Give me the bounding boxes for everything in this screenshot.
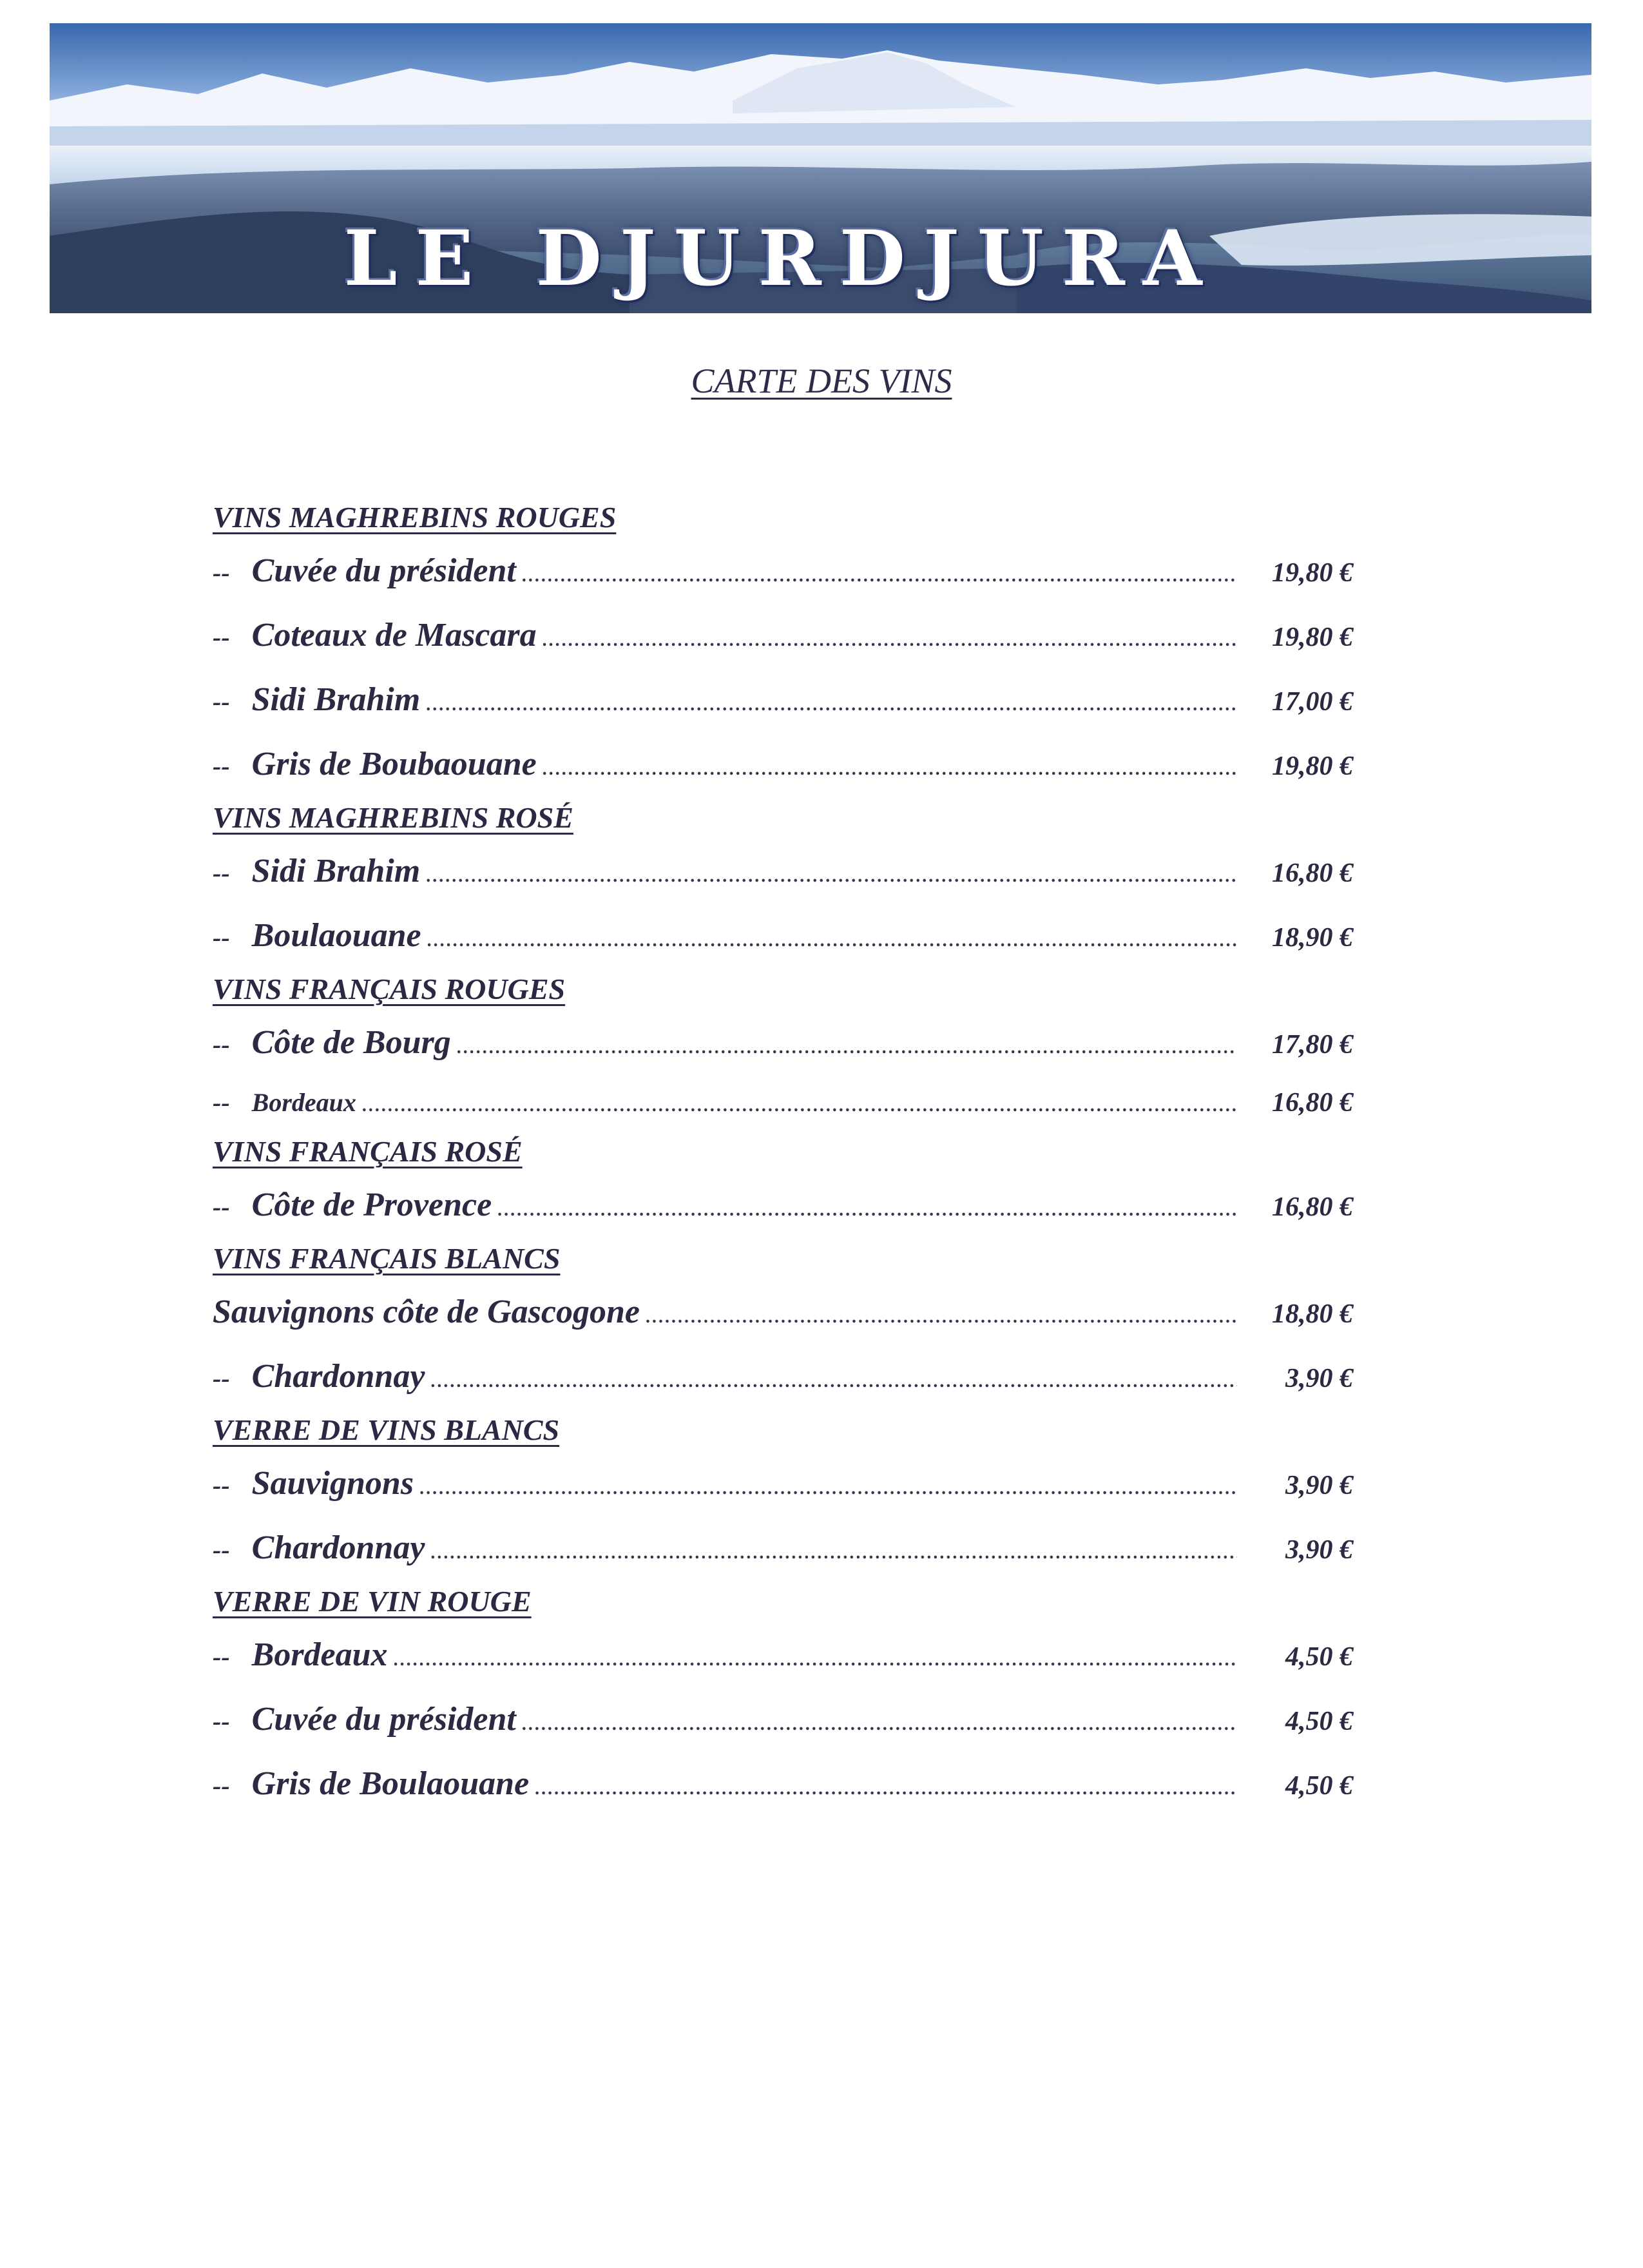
wine-name: Gris de Boubaouane (251, 746, 537, 782)
wine-item (213, 1451, 1353, 1516)
header-banner (50, 23, 1591, 313)
wine-item (213, 1173, 1353, 1237)
wine-item (213, 539, 1353, 603)
wine-item (213, 732, 1353, 797)
item-prefix: -- (213, 623, 230, 652)
restaurant-name: LE DJURDJURA (343, 213, 1220, 303)
wine-item (213, 904, 1353, 968)
wine-price: 17,80 € (1272, 1030, 1353, 1060)
wine-list (213, 496, 1353, 1816)
section-heading: VINS FRANÇAIS ROUGES (213, 973, 566, 1005)
wine-price: 3,90 € (1285, 1535, 1353, 1565)
wine-name: Sauvignons côte de Gascogone (213, 1294, 640, 1330)
wine-item (213, 1075, 1353, 1130)
wine-name: Sidi Brahim (251, 853, 421, 889)
item-prefix: -- (213, 1192, 230, 1221)
wine-price: 4,50 € (1285, 1771, 1353, 1801)
item-prefix: -- (213, 1771, 230, 1800)
wine-price: 18,80 € (1272, 1299, 1353, 1329)
dot-leader (543, 608, 1237, 673)
wine-name: Cuvée du président (251, 552, 516, 589)
dot-leader (363, 1078, 1237, 1134)
wine-name: Chardonnay (251, 1529, 425, 1566)
wine-item (213, 839, 1353, 904)
wine-item (213, 1011, 1353, 1075)
dot-leader (523, 1692, 1237, 1757)
dot-leader (420, 1457, 1237, 1521)
item-prefix: -- (213, 558, 230, 587)
item-prefix: -- (213, 1707, 230, 1736)
wine-name: Gris de Boulaouane (251, 1765, 530, 1802)
dot-leader (431, 1521, 1237, 1585)
item-prefix: -- (213, 1030, 230, 1059)
item-prefix: -- (213, 923, 230, 952)
dot-leader (428, 909, 1237, 973)
wine-price: 18,90 € (1272, 923, 1353, 953)
item-prefix: -- (213, 1471, 230, 1500)
wine-name: Sauvignons (251, 1465, 414, 1502)
item-prefix: -- (213, 1364, 230, 1393)
item-prefix: -- (213, 1535, 230, 1564)
section-heading: VINS FRANÇAIS ROSÉ (213, 1135, 523, 1168)
item-prefix: -- (213, 751, 230, 780)
dot-leader (431, 1350, 1237, 1414)
section-heading: VERRE DE VINS BLANCS (213, 1413, 560, 1446)
item-prefix: -- (213, 858, 230, 887)
section-heading: VINS MAGHREBINS ROSÉ (213, 801, 573, 834)
wine-item (213, 603, 1353, 668)
wine-name: Côte de Bourg (251, 1024, 451, 1061)
wine-name: Bordeaux (251, 1088, 356, 1117)
wine-item (213, 1280, 1353, 1344)
section-heading: VERRE DE VIN ROUGE (213, 1585, 532, 1618)
section-heading: VINS MAGHREBINS ROUGES (213, 501, 617, 534)
dot-leader (543, 737, 1237, 802)
dot-leader (498, 1178, 1237, 1243)
wine-item (213, 1687, 1353, 1752)
wine-price: 19,80 € (1272, 751, 1353, 781)
wine-name: Chardonnay (251, 1358, 425, 1395)
wine-price: 4,50 € (1285, 1707, 1353, 1736)
wine-price: 16,80 € (1272, 858, 1353, 888)
page-title: CARTE DES VINS (691, 362, 952, 400)
wine-price: 19,80 € (1272, 558, 1353, 588)
wine-name: Bordeaux (251, 1636, 388, 1673)
dot-leader (457, 1016, 1237, 1080)
wine-item (213, 1516, 1353, 1580)
item-prefix: -- (213, 1088, 230, 1117)
dot-leader (535, 1757, 1237, 1821)
wine-name: Sidi Brahim (251, 681, 421, 718)
item-prefix: -- (213, 1642, 230, 1671)
wine-item (213, 668, 1353, 732)
wine-price: 16,80 € (1272, 1088, 1353, 1118)
dot-leader (646, 1285, 1237, 1350)
wine-price: 3,90 € (1285, 1364, 1353, 1393)
wine-price: 19,80 € (1272, 623, 1353, 652)
wine-price: 17,00 € (1272, 687, 1353, 717)
section-heading: VINS FRANÇAIS BLANCS (213, 1242, 561, 1275)
wine-name: Côte de Provence (251, 1187, 492, 1223)
dot-leader (523, 544, 1237, 608)
dot-leader (394, 1628, 1237, 1692)
wine-item (213, 1752, 1353, 1816)
wine-price: 3,90 € (1285, 1471, 1353, 1500)
dot-leader (427, 844, 1237, 909)
wine-item (213, 1344, 1353, 1409)
dot-leader (427, 673, 1237, 737)
wine-name: Boulaouane (251, 917, 421, 954)
wine-name: Coteaux de Mascara (251, 617, 537, 654)
wine-price: 16,80 € (1272, 1192, 1353, 1222)
item-prefix: -- (213, 687, 230, 716)
wine-item (213, 1623, 1353, 1687)
wine-name: Cuvée du président (251, 1701, 516, 1738)
wine-price: 4,50 € (1285, 1642, 1353, 1672)
